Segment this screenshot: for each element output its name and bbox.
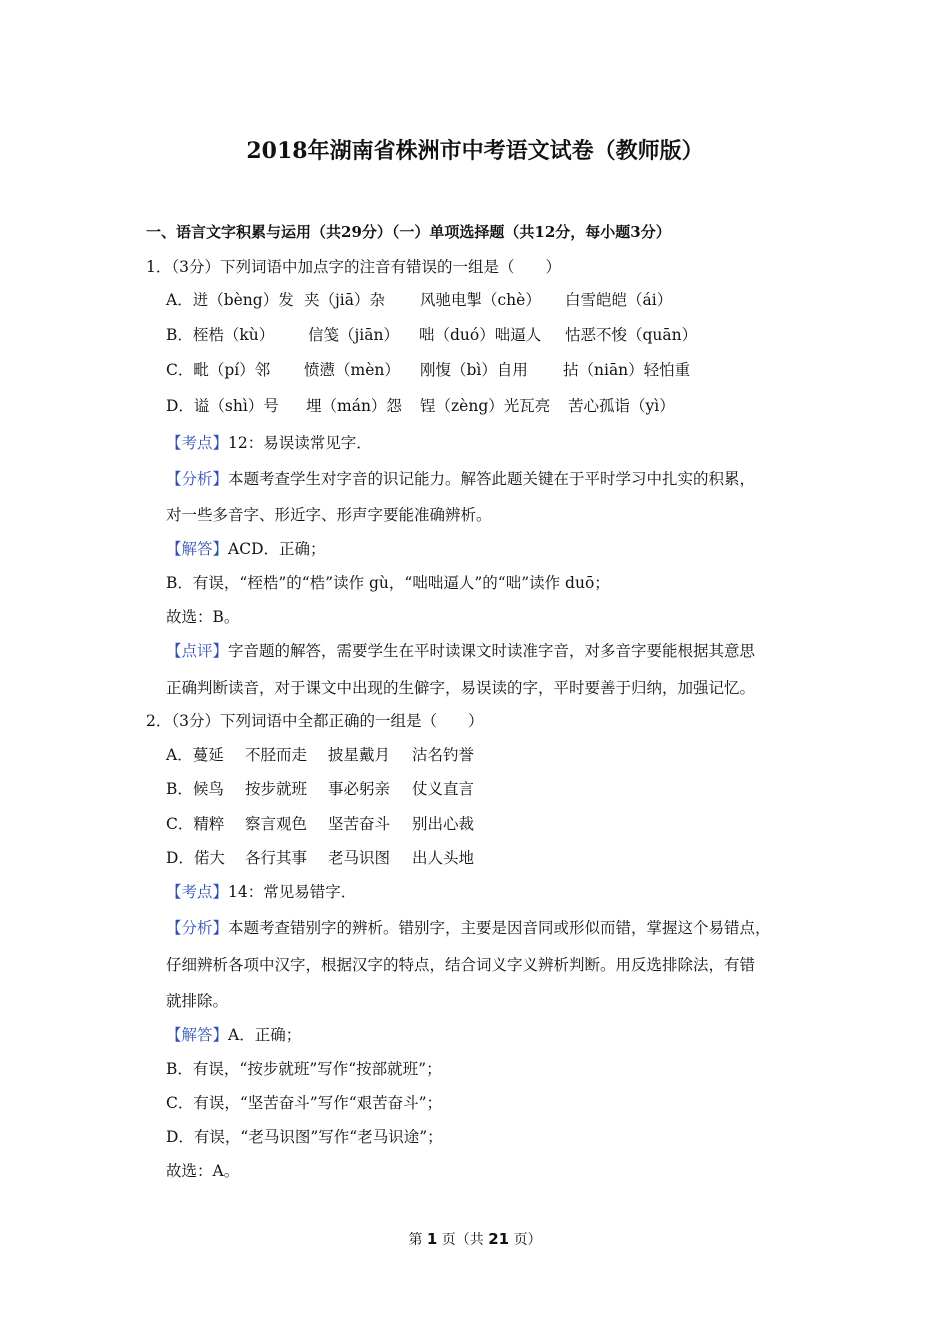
q1-option-a: A．迸（bèng）发 夹（jiā）杂 风驰电掣（chè） 白雪皑皑（ái）	[166, 291, 673, 309]
page-footer: 第 1 页（共 21 页）	[408, 1230, 542, 1248]
q2-fenxi-line-2: 仔细辨析各项中汉字，根据汉字的特点，结合词义字义辨析判断。用反选排除法，有错	[166, 956, 756, 974]
current-page-number: 1	[426, 1230, 438, 1248]
q1-dianping-line-2: 正确判断读音，对于课文中出现的生僻字，易误读的字，平时要善于归纳，加强记忆。	[166, 679, 756, 697]
q2-jieda-line-4: D．有误，“老马识图”写作“老马识途”；	[166, 1128, 443, 1146]
q2-jieda-line-2: B．有误，“按步就班”写作“按部就班”；	[166, 1060, 442, 1078]
q1-fenxi: 【分析】本题考查学生对字音的识记能力。解答此题关键在于平时学习中扎实的积累，	[166, 470, 756, 488]
q2-jieda-line-3: C．有误，“坚苦奋斗”写作“艰苦奋斗”；	[166, 1094, 443, 1112]
q1-option-d: D．谥（shì）号 埋（mán）怨 锃（zèng）光瓦亮 苦心孤诣（yì）	[166, 397, 675, 415]
q2-option-d: D．偌大 各行其事 老马识图 出人头地	[166, 849, 475, 867]
q2-jieda-line-5: 故选：A。	[166, 1162, 240, 1180]
q1-kaodian: 【考点】12：易误读常见字．	[166, 434, 372, 452]
q2-option-b: B．候鸟 按步就班 事必躬亲 仗义直言	[166, 780, 475, 798]
q1-dianping: 【点评】字音题的解答，需要学生在平时读课文时读准字音，对多音字要能根据其意思	[166, 642, 756, 660]
fenxi-tag: 【分析】	[166, 919, 229, 937]
total-pages: 21	[488, 1230, 510, 1248]
jieda-tag: 【解答】	[166, 1026, 229, 1044]
q1-fenxi-line-2: 对一些多音字、形近字、形声字要能准确辨析。	[166, 506, 492, 524]
q2-option-c: C．精粹 察言观色 坚苦奋斗 别出心裁	[166, 815, 475, 833]
document-title: 2018年湖南省株洲市中考语文试卷（教师版）	[246, 138, 704, 164]
kaodian-tag: 【考点】	[166, 883, 229, 901]
question-2-stem: 2．（3分）下列词语中全都正确的一组是（ ）	[146, 712, 484, 730]
q2-fenxi-line-3: 就排除。	[166, 992, 229, 1010]
question-1-stem: 1．（3分）下列词语中加点字的注音有错误的一组是（ ）	[146, 258, 561, 276]
jieda-tag: 【解答】	[166, 540, 229, 558]
q1-option-c: C．毗（pí）邻 愤懑（mèn） 刚愎（bì）自用 拈（niān）轻怕重	[166, 361, 691, 379]
q1-jieda: 【解答】ACD．正确；	[166, 540, 326, 558]
q2-kaodian: 【考点】14：常见易错字．	[166, 883, 357, 901]
kaodian-tag: 【考点】	[166, 434, 229, 452]
q1-jieda-line-2: B．有误，“桎梏”的“梏”读作 gù，“咄咄逼人”的“咄”读作 duō；	[166, 574, 610, 592]
fenxi-tag: 【分析】	[166, 470, 229, 488]
q1-option-b: B．桎梏（kù） 信笺（jiān） 咄（duó）咄逼人 怙恶不悛（quān）	[166, 326, 698, 344]
dianping-tag: 【点评】	[166, 642, 229, 660]
q2-fenxi: 【分析】本题考查错别字的辨析。错别字，主要是因音同或形似而错，掌握这个易错点，	[166, 919, 771, 937]
q2-jieda: 【解答】A．正确；	[166, 1026, 302, 1044]
q1-jieda-line-3: 故选：B。	[166, 608, 240, 626]
section-heading: 一、语言文字积累与运用（共29分）（一）单项选择题（共12分，每小题3分）	[146, 223, 671, 241]
q2-option-a: A．蔓延 不胫而走 披星戴月 沽名钓誉	[166, 746, 475, 764]
